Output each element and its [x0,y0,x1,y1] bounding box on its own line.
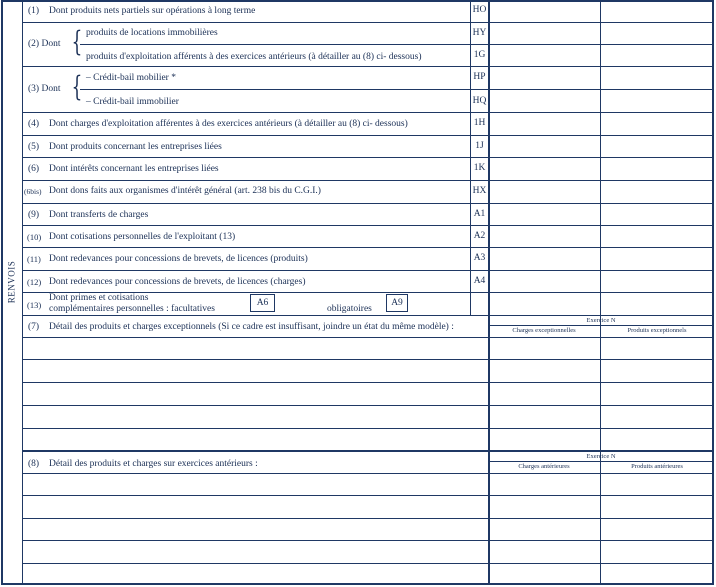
row-label: complémentaires personnelles : facultatives [49,304,215,314]
row-label: produits de locations immobilières [86,28,218,38]
row-num: (9) [28,210,40,220]
section7-col1: Charges exceptionnelles [512,327,576,334]
renvois-side-label: RENVOIS [6,260,17,304]
row-code: 1G [473,50,486,60]
section8-col2: Produits antérieures [631,463,683,470]
row-num: (12) [27,277,42,287]
section8-num: (8) [28,459,40,469]
section8-col1: Charges antérieures [518,463,570,470]
row-code: 1H [473,118,486,128]
section7-col2: Produits exceptionnels [627,327,687,334]
row-code: A4 [473,276,486,286]
row-num: (2) Dont [28,39,61,49]
row-label: Dont redevances pour concessions de brevets, de licences (produits) [49,254,308,264]
section7-label: Détail des produits et charges exceptionnels (Si ce cadre est insuffisant, joindre un état du même modèle) : [49,322,454,332]
section7-exercice: Exercice N [586,317,616,324]
row-label: – Crédit-bail immobilier [86,97,179,107]
row-num: (3) Dont [28,84,61,94]
row-label: Dont transferts de charges [49,210,149,220]
row-code: HP [473,72,486,82]
code-box-a9: A9 [386,294,408,312]
row-label: Dont charges d'exploitation afférentes à des exercices antérieurs (à détailler au (8) ci- dessous) [49,119,408,129]
row-code: A3 [473,253,486,263]
row-label: Dont primes et cotisations [49,293,149,303]
row-label: obligatoires [327,304,372,314]
section8-label: Détail des produits et charges sur exercices antérieurs : [49,459,258,469]
row-num: (6) [28,164,40,174]
row-code: A2 [473,231,486,241]
row-code: HO [472,5,487,15]
row-num: (4) [28,119,40,129]
section8-exercice: Exercice N [586,453,616,460]
row-num: (13) [27,300,42,310]
row-num: (5) [28,142,40,152]
row-code: HY [472,28,487,38]
section7-num: (7) [28,322,40,332]
row-num: (11) [27,254,41,264]
row-num: (1) [28,6,40,16]
brace-icon: { [71,25,83,58]
row-label: Dont produits nets partiels sur opérations à long terme [49,6,256,16]
row-label: Dont cotisations personnelles de l'exploitant (13) [49,232,236,242]
row-code: HX [472,186,487,196]
row-label: – Crédit-bail mobilier * [86,73,176,83]
row-label: produits d'exploitation afférents à des exercices antérieurs (à détailler au (8) ci- dessous) [86,52,422,62]
row-code: 1J [475,141,484,151]
row-label: Dont produits concernant les entreprises liées [49,142,222,152]
row-code: A1 [473,209,486,219]
row-code: HQ [472,96,487,106]
row-num: (10) [27,232,42,242]
row-code: 1K [473,163,486,173]
brace-icon: { [71,70,83,103]
row-label: Dont redevances pour concessions de brevets, de licences (charges) [49,277,306,287]
code-box-a6: A6 [250,294,275,312]
row-label: Dont dons faits aux organismes d'intérêt général (art. 238 bis du C.G.I.) [49,186,321,196]
row-num: (6bis) [24,187,42,196]
row-label: Dont intérêts concernant les entreprises liées [49,164,219,174]
